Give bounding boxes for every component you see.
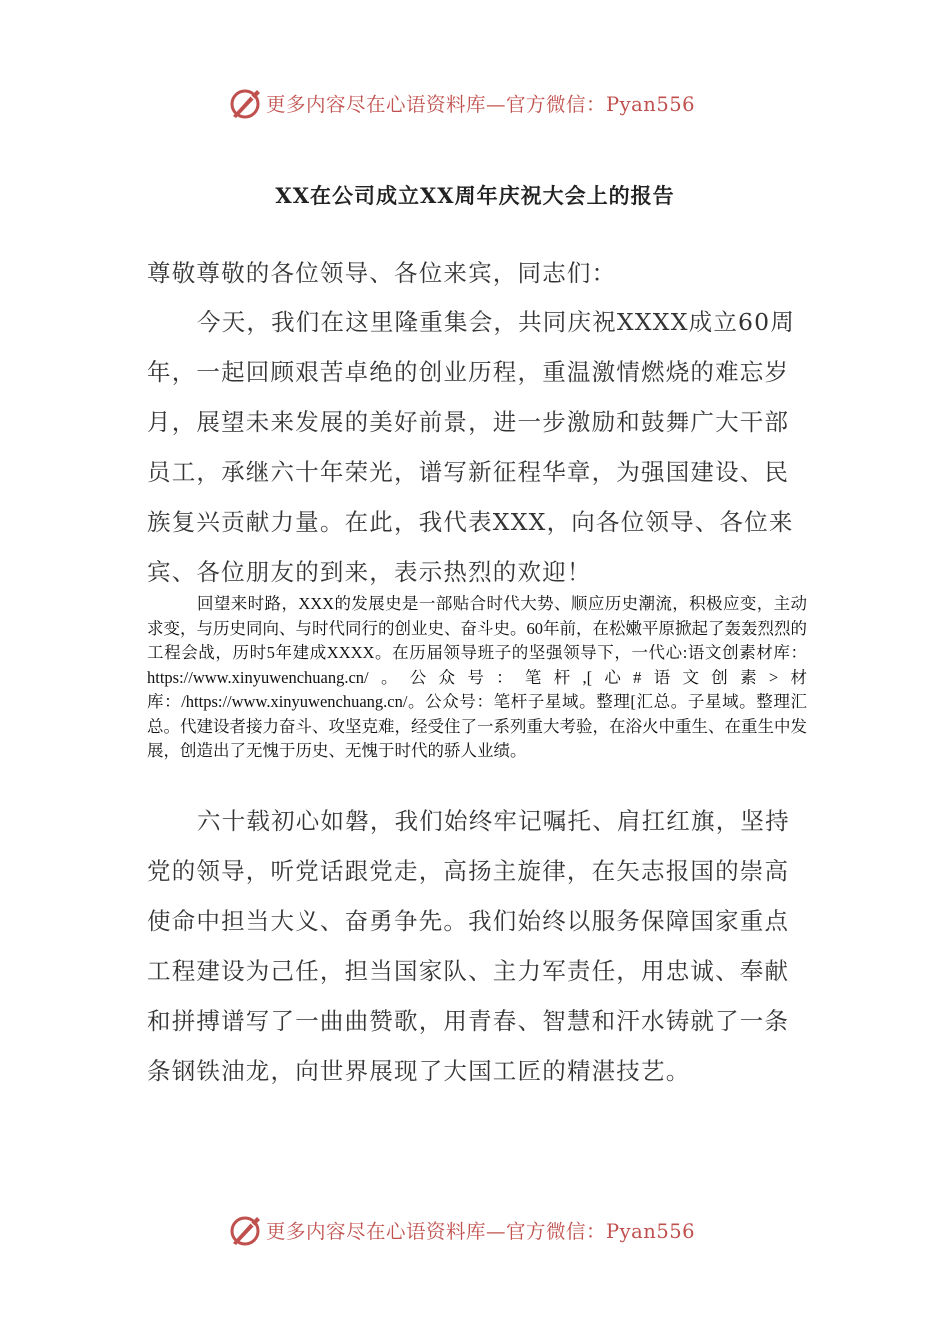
paragraph-1: 今天，我们在这里隆重集会，共同庆祝XXXX成立60周年，一起回顾艰苦卓绝的创业历程，重温激情燃烧的难忘岁月，展望未来发展的美好前景，进一步激励和鼓舞广大干部员工，承继六十年荣光，谱写新征程华章，为强国建设、民族复兴贡献力量。在此，我代表XXX，向各位领导、各位来宾、各位朋友的到来，表示热烈的欢迎！ xyxy=(147,308,796,586)
paragraph-3: 六十载初心如磐，我们始终牢记嘱托、肩扛红旗，坚持党的领导，听党话跟党走，高扬主旋律，在矢志报国的崇高使命中担当大义、奋勇争先。我们始终以服务保障国家重点工程建设为己任，担当国家队、主力军责任，用忠诚、奉献和拼搏谱写了一曲曲赞歌，用青春、智慧和汗水铸就了一条条钢铁油龙，向世界展现了大国工匠的精湛技艺。 xyxy=(147,807,790,1085)
pen-logo-icon xyxy=(229,86,263,120)
paragraph-2: 回望来时路，XXX的发展史是一部贴合时代大势、顺应历史潮流，积极应变，主动求变，与历史同向、与时代同行的创业史、奋斗史。60年前，在松嫩平原掀起了轰轰烈烈的工程会战，历时5年建成XXXX。在历届领导班子的坚强领导下，一代心:语文创素材库：https://www.xinyuwenchuang.cn/。公众号：笔杆,[心#语文创素>材库：/https://www.xinyuwenchuang.cn/。公众号：笔杆子星域。整理[汇总。子星域。整理汇总。代建设者接力奋斗、攻坚克难，经受住了一系列重大考验，在浴火中重生、在重生中发展，创造出了无愧于历史、无愧于时代的骄人业绩。 xyxy=(147,594,807,760)
pen-logo-icon xyxy=(229,1213,263,1247)
header-banner xyxy=(229,83,729,123)
salutation: 尊敬尊敬的各位领导、各位来宾，同志们： xyxy=(147,259,617,287)
document-title: XX在公司成立XX周年庆祝大会上的报告 xyxy=(275,183,675,208)
footer-banner xyxy=(229,1210,729,1250)
footer-banner-text: 更多内容尽在心语资料库—官方微信：Pyan556 xyxy=(266,1220,696,1243)
header-banner-text: 更多内容尽在心语资料库—官方微信：Pyan556 xyxy=(266,93,696,116)
